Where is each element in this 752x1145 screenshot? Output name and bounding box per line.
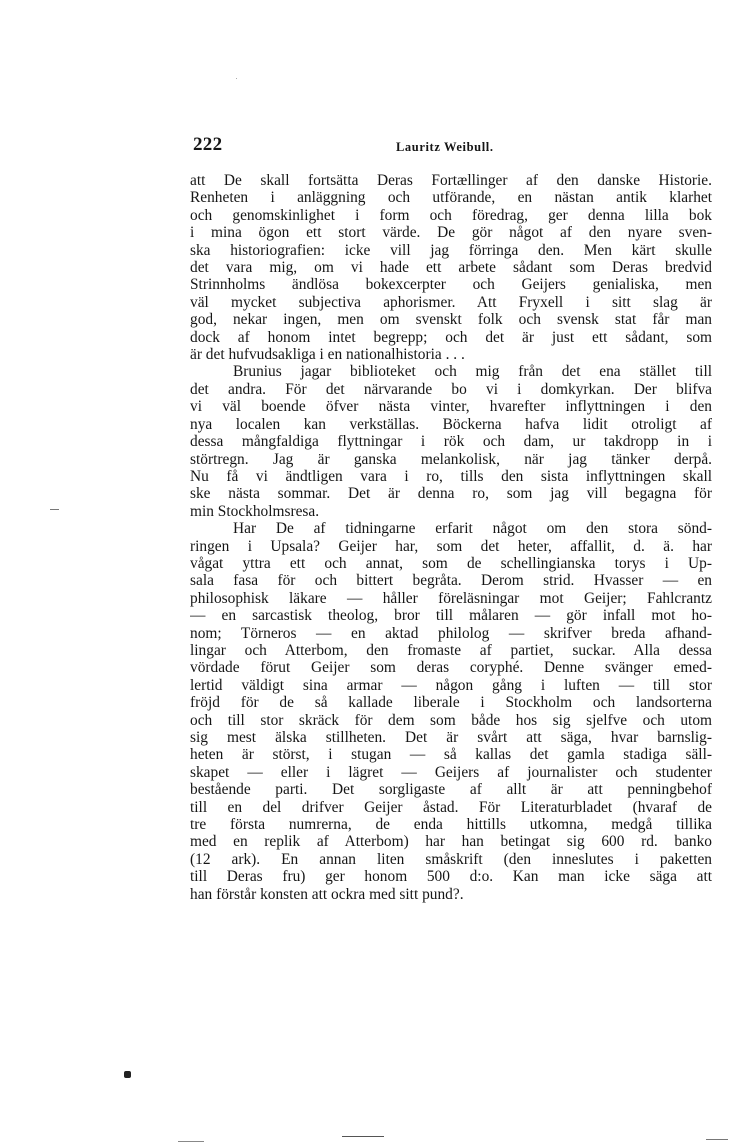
text-line: ringen i Upsala? Geijer har, som det heter, affallit, d. ä. har bbox=[190, 537, 712, 555]
text-line: skapet — eller i lägret — Geijers af journalister och studenter bbox=[190, 763, 712, 781]
text-line: vi väl boende öfver nästa vinter, hvarefter inflyttningen i den bbox=[190, 398, 712, 416]
bottom-edge-mark bbox=[178, 1141, 204, 1142]
margin-dash-mark bbox=[50, 509, 59, 510]
text-line: Nu få vi ändtligen vara i ro, tills den sista inflyttningen skall bbox=[190, 467, 712, 485]
ink-blot-mark bbox=[124, 1071, 131, 1078]
text-line: — en sarcastisk theolog, bror till målaren — gör infall mot ho- bbox=[190, 607, 712, 625]
text-line: fröjd för de så kallade liberale i Stockholm och landsorterna bbox=[190, 694, 712, 712]
text-line: ska historiografien: icke vill jag förringa den. Men kärt skulle bbox=[190, 241, 712, 259]
text-line: till en del drifver Geijer åstad. För Literaturbladet (hvaraf de bbox=[190, 798, 712, 816]
text-line: vördade förut Geijer som deras coryphé. Denne svänger emed- bbox=[190, 659, 712, 677]
text-line: min Stockholmsresa. bbox=[190, 502, 320, 520]
text-line: lertid väldigt sina armar — någon gång i luften — till stor bbox=[190, 676, 712, 694]
text-line: god, nekar ingen, men om svenskt folk och svensk stat får man bbox=[190, 311, 712, 329]
text-line: det andra. För det närvarande bo vi i domkyrkan. Der blifva bbox=[190, 380, 712, 398]
bottom-edge-mark bbox=[706, 1139, 728, 1140]
paragraph-start-line: Brunius jagar biblioteket och mig från det ena stället till bbox=[233, 363, 712, 381]
text-line: Strinnholms ändlösa bokexcerpter och Geijers genialiska, men bbox=[190, 276, 712, 294]
text-line: och genomskinlighet i form och föredrag, ger denna lilla bok bbox=[190, 206, 712, 224]
text-line: (12 ark). En annan liten småskrift (den inneslutes i paketten bbox=[190, 850, 712, 868]
body-text bbox=[190, 172, 712, 903]
text-line: dessa mångfaldiga flyttningar i rök och dam, ur takdropp in i bbox=[190, 433, 712, 451]
text-line: väl mycket subjectiva aphorismer. Att Fryxell i sitt slag är bbox=[190, 293, 712, 311]
text-line: philosophisk läkare — håller föreläsningar mot Geijer; Fahlcrantz bbox=[190, 589, 712, 607]
text-line: heten är störst, i stugan — så kallas det gamla stadiga säll- bbox=[190, 746, 712, 764]
text-line: nya localen kan verkställas. Böckerna hafva lidit otroligt af bbox=[190, 415, 712, 433]
text-line: med en replik af Atterbom) har han betingat sig 600 rd. banko bbox=[190, 833, 712, 851]
text-line: och till stor skräck för dem som både hos sig sjelfve och utom bbox=[190, 711, 712, 729]
text-line: i mina ögon ett stort värde. De gör något af den nyare sven- bbox=[190, 224, 712, 242]
text-line: nom; Törneros — en aktad philolog — skrifver breda afhand- bbox=[190, 624, 712, 642]
bottom-edge-mark bbox=[342, 1136, 384, 1137]
text-line: att De skall fortsätta Deras Fortællinger af den danske Historie. bbox=[190, 172, 712, 189]
text-line: är det hufvudsakliga i en nationalhistoria . . . bbox=[190, 346, 465, 364]
page-number: 222 bbox=[193, 134, 223, 155]
text-line: bestående parti. Det sorgligaste af allt är att penningbehof bbox=[190, 781, 712, 799]
scan-speck bbox=[236, 78, 237, 79]
text-line: Renheten i anläggning och utförande, en nästan antik klarhet bbox=[190, 189, 712, 207]
text-line: tre första numrerna, de enda hittills utkomna, medgå tillika bbox=[190, 816, 712, 834]
text-line: till Deras fru) ger honom 500 d:o. Kan man icke säga att bbox=[190, 868, 712, 886]
text-line: sala fasa för och bittert begråta. Derom strid. Hvasser — en bbox=[190, 572, 712, 590]
text-line: det vara mig, om vi hade ett arbete sådant som Deras bredvid bbox=[190, 259, 712, 277]
text-line: dock af honom intet begrepp; och det är just ett sådant, som bbox=[190, 328, 712, 346]
text-line: ske nästa sommar. Det är denna ro, som jag vill begagna för bbox=[190, 485, 712, 503]
paragraph-start-line: Har De af tidningarne erfarit något om den stora sönd- bbox=[233, 520, 712, 538]
text-line: vågat yttra ett och annat, som de schellingianska torys i Up- bbox=[190, 554, 712, 572]
text-line: sig mest älska stillheten. Det är svårt att säga, hvar barnslig- bbox=[190, 729, 712, 746]
text-line: störtregn. Jag är ganska melankolisk, när jag tänker derpå. bbox=[190, 450, 712, 468]
text-line: lingar och Atterbom, den fromaste af partiet, suckar. Alla dessa bbox=[190, 641, 712, 659]
text-line: han förstår konsten att ockra med sitt pund?. bbox=[190, 885, 464, 903]
running-head: Lauritz Weibull. bbox=[396, 140, 494, 154]
